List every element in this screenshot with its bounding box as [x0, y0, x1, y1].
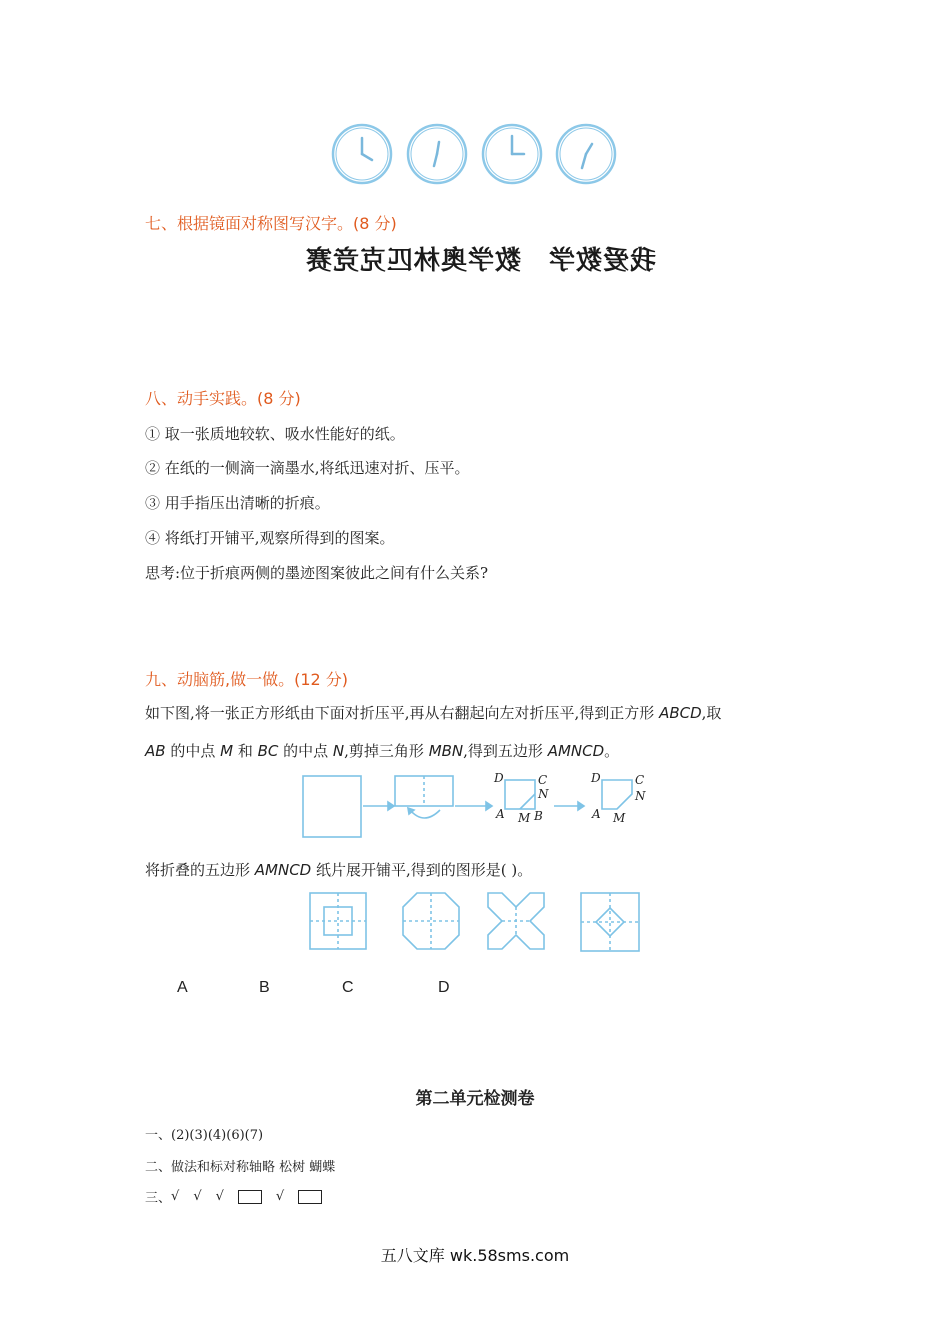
footer-watermark: 五八文库 wk.58sms.com: [380, 1246, 570, 1265]
check-mark: √: [171, 1189, 180, 1204]
check-mark: √: [193, 1189, 202, 1204]
label-M: M: [518, 811, 531, 825]
clock-faces: [330, 122, 620, 188]
label-N-2: N: [635, 789, 646, 803]
mirror-phrase-2: 我爱数学: [548, 246, 657, 276]
step-4: ④ 将纸打开铺平,观察所得到的图案。: [145, 529, 395, 547]
section-9-question: 将折叠的五边形 AMNCD 纸片展开铺平,得到的图形是( )。: [145, 861, 533, 879]
option-b-label: B: [259, 979, 270, 996]
mirror-phrase-1: 数学奥林匹克竞赛: [305, 246, 522, 276]
option-a-label: A: [177, 979, 188, 996]
option-d-label: D: [438, 979, 450, 996]
option-c-label: C: [342, 979, 354, 996]
option-figures: [305, 888, 645, 958]
answer-line-2: 二、做法和标对称轴略 松树 蝴蝶: [145, 1160, 336, 1175]
label-D-2: D: [591, 771, 601, 785]
blank-box: [238, 1190, 262, 1204]
label-A: A: [496, 807, 505, 821]
answer-line-3: 三、 √ √ √ √: [145, 1187, 322, 1206]
answer-line-1: 一、(2)(3)(4)(6)(7): [145, 1128, 264, 1143]
option-a-figure: [310, 893, 366, 949]
section-7-title: 七、根据镜面对称图写汉字。(8 分): [145, 214, 397, 233]
blank-box: [298, 1190, 322, 1204]
clock-row: [330, 122, 620, 188]
step-2: ② 在纸的一侧滴一滴墨水,将纸迅速对折、压平。: [145, 459, 470, 477]
section-9-desc-2: AB 的中点 M 和 BC 的中点 N,剪掉三角形 MBN,得到五边形 AMNCD。: [145, 742, 620, 760]
option-d-figure: [581, 893, 639, 951]
section-9-desc-1: 如下图,将一张正方形纸由下面对折压平,再从右翻起向左对折压平,得到正方形 ABCD,取: [145, 704, 722, 722]
step-1: ① 取一张质地较软、吸水性能好的纸。: [145, 425, 405, 443]
section-8-title: 八、动手实践。(8 分): [145, 389, 301, 408]
folding-diagram: [300, 770, 660, 846]
check-mark: √: [275, 1189, 285, 1204]
label-D: D: [494, 771, 504, 785]
label-B: B: [534, 809, 543, 823]
think-question: 思考:位于折痕两侧的墨迹图案彼此之间有什么关系?: [145, 564, 489, 582]
answers-title: 第二单元检测卷: [415, 1089, 535, 1109]
check-mark: √: [215, 1189, 224, 1204]
label-C-2: C: [635, 773, 645, 787]
label-M-2: M: [613, 811, 626, 825]
label-A-2: A: [592, 807, 601, 821]
step-3: ③ 用手指压出清晰的折痕。: [145, 494, 330, 512]
label-C: C: [538, 773, 548, 787]
option-c-figure: [488, 893, 544, 949]
section-9-title: 九、动脑筋,做一做。(12 分): [145, 670, 349, 689]
label-N: N: [538, 787, 549, 801]
option-b-figure: [403, 893, 459, 949]
